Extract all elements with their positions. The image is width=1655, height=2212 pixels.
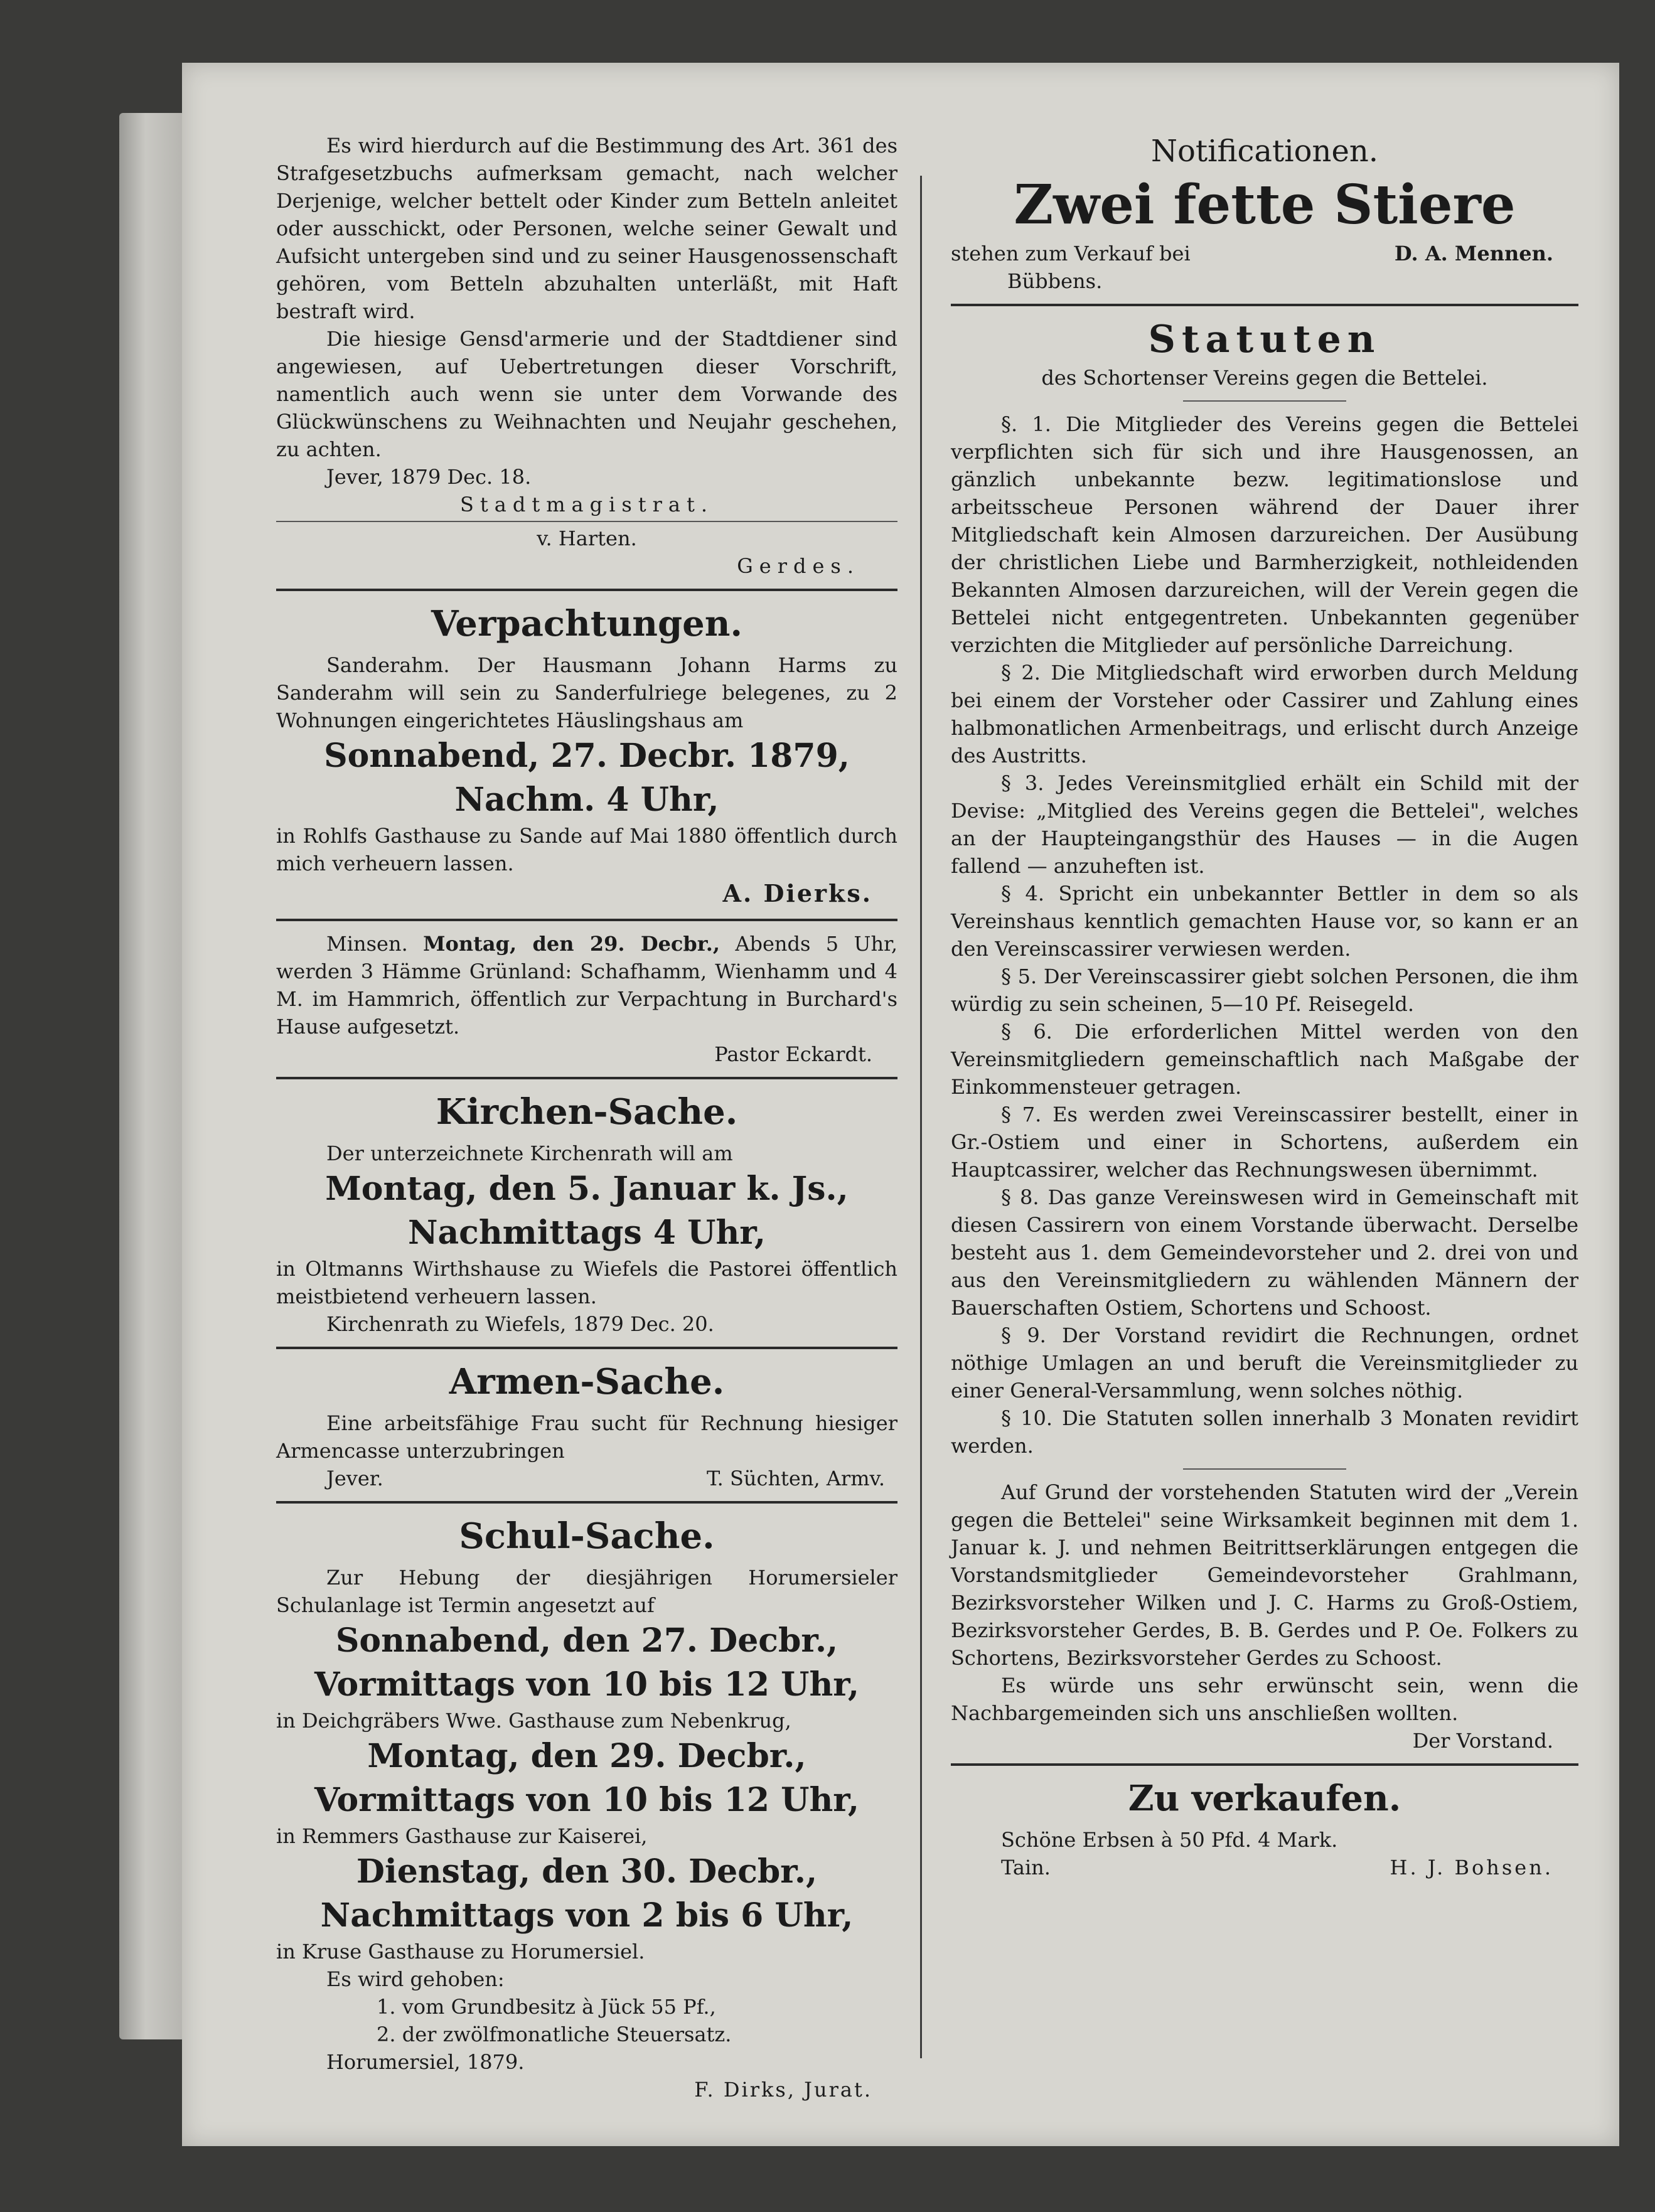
schul-time-1: Vormittags von 10 bis 12 Uhr, <box>314 1665 859 1704</box>
statuten-par-7: § 7. Es werden zwei Vereinscassirer bestellt, einer in Gr.-Ostiem und einer in Schortens, außerdem ein Hauptcassirer, welcher das Rechnungswesen übernimmt. <box>951 1103 1578 1182</box>
verkauf-signature: H. J. Bohsen. <box>1390 1856 1553 1879</box>
divider-rule <box>951 304 1578 306</box>
schul-date: Horumersiel, 1879. <box>326 2050 525 2074</box>
stiere-row <box>951 240 1578 267</box>
section-heading-kirchen: Kirchen-Sache. <box>436 1091 738 1133</box>
statuten-par-6: § 6. Die erforderlichen Mittel werden von den Vereinsmitgliedern gemeinschaftlich nach Maßgabe der Einkommensteuer getragen. <box>951 1020 1578 1099</box>
divider-rule <box>276 1501 897 1504</box>
statuten-closing-2: Es würde uns sehr erwünscht sein, wenn die Nachbargemeinden sich uns anschließen wollten. <box>951 1674 1578 1725</box>
divider-rule <box>276 1077 897 1079</box>
schul-location-2: in Remmers Gasthause zur Kaiserei, <box>276 1824 648 1848</box>
verkauf-text: Schöne Erbsen à 50 Pfd. 4 Mark. <box>1001 1828 1338 1852</box>
column-divider <box>920 176 922 2058</box>
verkauf-row <box>951 1854 1578 1881</box>
minsen-signature: Pastor Eckardt. <box>714 1042 872 1066</box>
kirche-text: Der unterzeichnete Kirchenrath will am <box>326 1141 733 1165</box>
section-heading-schul: Schul-Sache. <box>459 1515 715 1557</box>
schul-location-3: in Kruse Gasthause zu Horumersiel. <box>276 1940 645 1964</box>
stiere-place: Bübbens. <box>1007 269 1103 293</box>
divider-rule <box>1183 400 1346 402</box>
schul-time-2: Vormittags von 10 bis 12 Uhr, <box>314 1781 859 1819</box>
notificationen-header: Notificationen. <box>1150 134 1379 169</box>
schul-date-3: Dienstag, den 30. Decbr., <box>356 1852 818 1891</box>
kirche-signature: Kirchenrath zu Wiefels, 1879 Dec. 20. <box>326 1312 714 1336</box>
statuten-par-5: § 5. Der Vereinscassirer giebt solchen Personen, die ihm würdig zu sein scheinen, 5—10 Pf. Reisegeld. <box>951 964 1578 1016</box>
pacht-time: Nachm. 4 Uhr, <box>454 781 719 819</box>
statuten-closing-1: Auf Grund der vorstehenden Statuten wird der „Verein gegen die Bettelei" seine Wirksamkeit beginnen mit dem 1. Januar k. J. und nehmen Beitrittserklärungen entgegen die Vorstandsmitglieder Gemeindevorsteher Grahlmann, Bezirksvorsteher Wilken und J. C. Harms zu Groß-Ostiem, Bezirksvorsteher Gerdes, B. B. Gerdes und P. Oe. Folkers zu Schortens, Bezirksvorsteher Gerdes zu Schoost. <box>951 1480 1578 1670</box>
statuten-signature: Der Vorstand. <box>1412 1729 1553 1753</box>
notice-paragraph-1: Es wird hierdurch auf die Bestimmung des Art. 361 des Strafgesetzbuchs aufmerksam gemacht, nach welcher Derjenige, welcher bettelt oder Kinder zum Betteln anleitet oder ausschickt, oder Personen, welche seiner Gewalt und Aufsicht untergeben sind und zu seiner Hausgenossenschaft gehören, vom Betteln abzuhalten unterläßt, mit Haft bestraft wird. <box>276 134 897 323</box>
newspaper-page <box>182 63 1619 2146</box>
schul-location-1: in Deichgräbers Wwe. Gasthause zum Nebenkrug, <box>276 1709 791 1733</box>
statuten-par-3: § 3. Jedes Vereinsmitglied erhält ein Schild mit der Devise: „Mitglied des Vereins gegen die Bettelei", welches an der Haupteingangsthür des Hauses — in die Augen fallend — anzuheften ist. <box>951 771 1578 878</box>
notice-paragraph-2: Die hiesige Gensd'armerie und der Stadtdiener sind angewiesen, auf Uebertretungen dieser Vorschrift, namentlich auch wenn sie unter dem Vorwande des Glückwünschens zu Weihnachten und Neujahr geschehen, zu achten. <box>276 327 897 461</box>
section-heading-verpachtungen: Verpachtungen. <box>431 603 742 644</box>
kirche-date: Montag, den 5. Januar k. Js., <box>325 1170 849 1208</box>
schul-date-2: Montag, den 29. Decbr., <box>367 1737 806 1775</box>
minsen-place: Minsen. <box>326 932 408 956</box>
verkauf-heading: Zu verkaufen. <box>1128 1778 1401 1819</box>
armen-place: Jever. <box>326 1467 383 1490</box>
notice-signature-2: Gerdes. <box>737 554 860 578</box>
schul-date-1: Sonnabend, den 27. Decbr., <box>335 1622 838 1660</box>
divider-rule <box>1183 1468 1346 1470</box>
schul-item-1: 1. vom Grundbesitz à Jück 55 Pf., <box>377 1995 716 2019</box>
statuten-par-2: § 2. Die Mitgliedschaft wird erworben durch Meldung bei einem der Vorsteher oder Cassirer und Zahlung eines halbmonatlichen Armenbeitrags, und erlischt durch Anzeige des Austritts. <box>951 661 1578 767</box>
pacht-date: Sonnabend, 27. Decbr. 1879, <box>324 737 850 775</box>
stiere-text: stehen zum Verkauf bei <box>951 242 1191 265</box>
minsen-date: Montag, den 29. Decbr., <box>423 932 720 956</box>
schul-item-2: 2. der zwölfmonatliche Steuersatz. <box>377 2022 732 2046</box>
book-spine <box>119 113 185 2039</box>
schul-time-3: Nachmittags von 2 bis 6 Uhr, <box>320 1896 854 1935</box>
statuten-heading: Statuten <box>1148 318 1381 361</box>
statuten-par-10: § 10. Die Statuten sollen innerhalb 3 Monaten revidirt werden. <box>951 1406 1578 1458</box>
schul-intro: Es wird gehoben: <box>326 1967 505 1991</box>
pacht-signature: A. Dierks. <box>722 879 872 907</box>
minsen-notice <box>276 930 897 1040</box>
schul-text: Zur Hebung der diesjährigen Horumersieler Schulanlage ist Termin angesetzt auf <box>276 1566 897 1617</box>
left-column <box>276 132 897 2103</box>
section-heading-armen: Armen-Sache. <box>449 1361 725 1403</box>
stiere-heading: Zwei fette Stiere <box>1014 173 1516 237</box>
divider-rule <box>276 919 897 921</box>
pacht-text-2: in Rohlfs Gasthause zu Sande auf Mai 1880 öffentlich durch mich verheuern lassen. <box>276 824 897 875</box>
divider-rule <box>951 1763 1578 1766</box>
armen-signature-row <box>276 1465 897 1492</box>
armen-signature: T. Süchten, Armv. <box>707 1467 885 1490</box>
statuten-par-9: § 9. Der Vorstand revidirt die Rechnungen, ordnet nöthige Umlagen an und beruft die Vereinsmitglieder zu einer General-Versammlung, wenn solches nöthig. <box>951 1323 1578 1403</box>
statuten-subheading: des Schortenser Vereins gegen die Bettelei. <box>1041 366 1488 390</box>
divider-rule <box>276 521 897 522</box>
notice-signature-1: v. Harten. <box>537 526 637 550</box>
schul-signature: F. Dirks, Jurat. <box>694 2078 872 2102</box>
kirche-text-2: in Oltmanns Wirthshause zu Wiefels die Pastorei öffentlich meistbietend verheuern lassen. <box>276 1257 897 1308</box>
notice-date: Jever, 1879 Dec. 18. <box>326 465 532 489</box>
armen-text: Eine arbeitsfähige Frau sucht für Rechnung hiesiger Armencasse unterzubringen <box>276 1411 897 1463</box>
minsen-text: Abends 5 Uhr, werden 3 Hämme Grünland: Schafhamm, Wienhamm und 4 M. im Hammrich, öffentlich zur Verpachtung in Burchard's Hause aufgesetzt. <box>276 932 898 1039</box>
statuten-par-8: § 8. Das ganze Vereinswesen wird in Gemeinschaft mit diesen Cassirern von einem Vorstande überwacht. Derselbe besteht aus 1. dem Gemeindevorsteher und 2. drei von und aus den Vereinsmitgliedern zu wählenden Männern der Bauerschaften Ostiem, Schortens und Schoost. <box>951 1185 1578 1320</box>
verkauf-place: Tain. <box>1001 1856 1051 1879</box>
stiere-seller: D. A. Mennen. <box>1394 242 1553 265</box>
divider-rule <box>276 1347 897 1349</box>
divider-rule <box>276 589 897 591</box>
notice-authority: Stadtmagistrat. <box>459 493 714 516</box>
kirche-time: Nachmittags 4 Uhr, <box>407 1214 766 1252</box>
pacht-text: Sanderahm. Der Hausmann Johann Harms zu Sanderahm will sein zu Sanderfulriege belegenes, zu 2 Wohnungen eingerichtetes Häuslingshaus am <box>276 653 897 732</box>
statuten-par-1: §. 1. Die Mitglieder des Vereins gegen die Bettelei verpflichten sich für sich und ihre Hausgenossen, an gänzlich unbekannte bezw. legitimationslose und arbeitsscheue Personen während der Dauer ihrer Mitgliedschaft kein Almosen darzureichen. Der Ausübung der christlichen Liebe und Barmherzigkeit, nothleidenden Bekannten Almosen darzureichen, will der Verein gegen die Bettelei nicht entgegentreten. Unbekannten gegenüber verzichten die Mitglieder auf persönliche Darreichung. <box>951 412 1578 657</box>
statuten-par-4: § 4. Spricht ein unbekannter Bettler in dem so als Vereinshaus kenntlich gemachten Hause vor, so kann er an den Vereinscassirer verwiesen werden. <box>951 882 1578 961</box>
right-column <box>951 132 1578 1881</box>
